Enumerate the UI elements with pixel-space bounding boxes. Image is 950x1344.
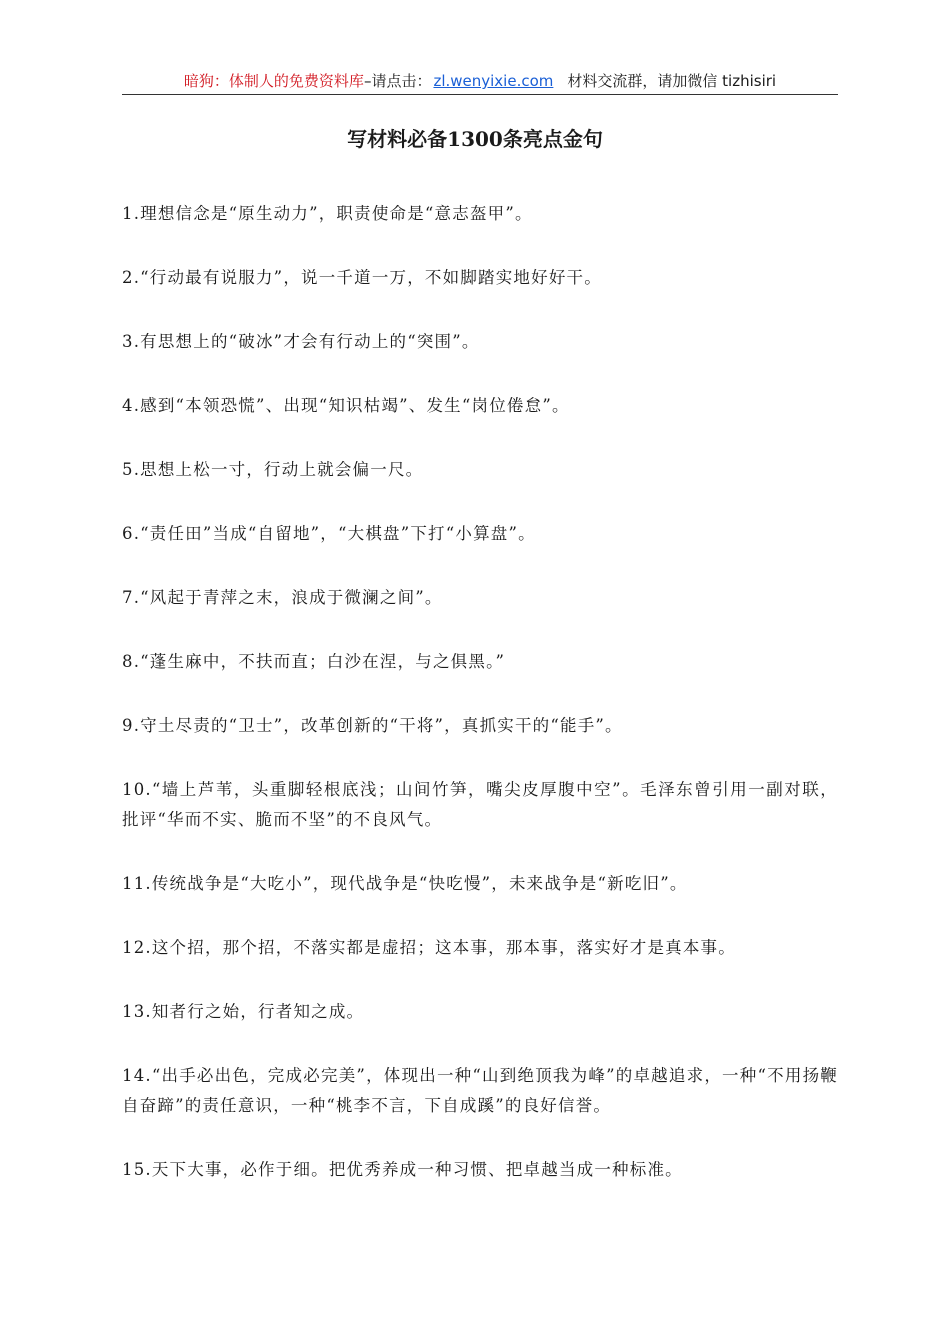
- list-item: 3.有思想上的“破冰”才会有行动上的“突围”。: [122, 332, 480, 351]
- document-header: [122, 70, 838, 94]
- header-divider: [122, 94, 838, 95]
- header-contact: 材料交流群，请加微信 tizhisiri: [567, 72, 777, 90]
- list-item: 2.“行动最有说服力”，说一千道一万，不如脚踏实地好好干。: [122, 268, 602, 287]
- list-item: 6.“责任田”当成“自留地”，“大棋盘”下打“小算盘”。: [122, 524, 536, 543]
- list-item: 15.天下大事，必作于细。把优秀养成一种习惯、把卓越当成一种标准。: [122, 1160, 683, 1179]
- header-link[interactable]: zl.wenyixie.com: [433, 72, 554, 90]
- list-item: 14.“出手必出色，完成必完美”，体现出一种“山到绝顶我为峰”的卓越追求，一种“不用扬鞭自奋蹄”的责任意识，一种“桃李不言，下自成蹊”的良好信誉。: [122, 1066, 838, 1115]
- header-brand: 暗狗：体制人的免费资料库: [183, 72, 364, 90]
- list-item: 7.“风起于青萍之末，浪成于微澜之间”。: [122, 588, 443, 607]
- list-item: 9.守土尽责的“卫士”，改革创新的“干将”，真抓实干的“能手”。: [122, 716, 623, 735]
- list-item: 11.传统战争是“大吃小”，现代战争是“快吃慢”，未来战争是“新吃旧”。: [122, 874, 688, 893]
- list-item: 8.“蓬生麻中，不扶而直；白沙在涅，与之俱黑。”: [122, 652, 506, 671]
- list-item: 12.这个招，那个招，不落实都是虚招；这本事，那本事，落实好才是真本事。: [122, 938, 736, 957]
- list-item: 4.感到“本领恐慌”、出现“知识枯竭”、发生“岗位倦怠”。: [122, 396, 570, 415]
- document-title: 写材料必备1300条亮点金句: [347, 127, 603, 151]
- header-prompt: –请点击：: [363, 72, 432, 90]
- quote-list: [122, 199, 838, 1219]
- list-item: 10.“墙上芦苇，头重脚轻根底浅；山间竹笋，嘴尖皮厚腹中空”。毛泽东曾引用一副对联，批评“华而不实、脆而不坚”的不良风气。: [122, 780, 838, 829]
- list-item: 5.思想上松一寸，行动上就会偏一尺。: [122, 460, 424, 479]
- list-item: 1.理想信念是“原生动力”，职责使命是“意志盔甲”。: [122, 204, 533, 223]
- list-item: 13.知者行之始，行者知之成。: [122, 1002, 365, 1021]
